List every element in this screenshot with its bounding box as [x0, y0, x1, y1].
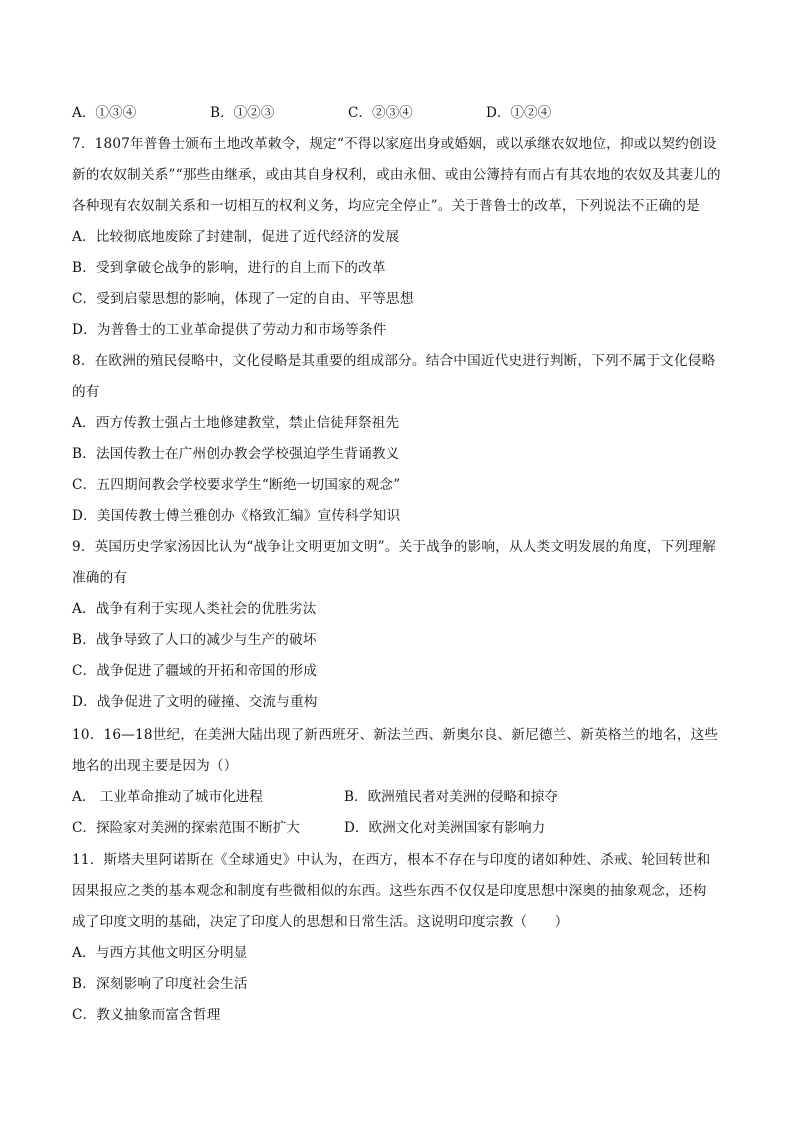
q10-option-a: A． 工业革命推动了城市化进程 — [72, 789, 263, 805]
q6-option-d: D．①②④ — [486, 105, 552, 121]
q7-option-a: A．比较彻底地废除了封建制，促进了近代经济的发展 — [72, 229, 400, 245]
q9-stem-line-2: 准确的有 — [72, 570, 128, 586]
q9-option-b: B．战争导致了人口的减少与生产的破坏 — [72, 632, 317, 648]
q8-option-b: B．法国传教士在广州创办教会学校强迫学生背诵教义 — [72, 446, 400, 462]
q10-option-d: D．欧洲文化对美洲国家有影响力 — [344, 820, 546, 836]
q7-stem-line-2: 新的农奴制关系”“那些由继承，或由其自身权利，或由永佃、或由公簿持有而占有其农地的农奴及其妻儿的 — [72, 167, 721, 183]
q7-stem-line-1: 7．1807年普鲁士颁布土地改革敕令，规定“不得以家庭出身或婚姻，或以承继农奴地位，抑或以契约创设 — [72, 136, 717, 152]
q10-options-row-2 — [72, 818, 732, 838]
q9-option-d: D．战争促进了文明的碰撞、交流与重构 — [72, 694, 318, 710]
q9-stem-line-1: 9．英国历史学家汤因比认为“战争让文明更加文明”。关于战争的影响，从人类文明发展的角度，下列理解 — [72, 539, 716, 555]
q8-option-d: D．美国传教士傅兰雅创办《格致汇编》宣传科学知识 — [72, 508, 401, 524]
q10-option-c: C．探险家对美洲的探索范围不断扩大 — [72, 820, 300, 836]
q11-stem-line-3: 成了印度文明的基础，决定了印度人的思想和日常生活。这说明印度宗教（ ） — [72, 914, 569, 930]
q6-option-c: C．②③④ — [348, 105, 413, 121]
q11-option-a: A．与西方其他文明区分明显 — [72, 945, 248, 961]
q6-options — [72, 103, 732, 123]
q11-stem-line-1: 11．斯塔夫里阿诺斯在《全球通史》中认为，在西方，根本不存在与印度的诸如种姓、杀戒、轮回转世和 — [72, 852, 711, 868]
q7-option-c: C．受到启蒙思想的影响，体现了一定的自由、平等思想 — [72, 291, 414, 307]
q9-option-c: C．战争促进了疆域的开拓和帝国的形成 — [72, 663, 318, 679]
q9-option-a: A．战争有利于实现人类社会的优胜劣汰 — [72, 601, 317, 617]
q10-stem-line-2: 地名的出现主要是因为（） — [72, 758, 238, 774]
q11-option-c: C．教义抽象而富含哲理 — [72, 1007, 221, 1023]
q11-stem-line-2: 因果报应之类的基本观念和制度有些微相似的东西。这些东西不仅仅是印度思想中深奥的抽象观念，还构 — [72, 883, 707, 899]
q7-option-b: B．受到拿破仑战争的影响，进行的自上而下的改革 — [72, 260, 386, 276]
q8-option-c: C．五四期间教会学校要求学生“断绝一切国家的观念” — [72, 477, 401, 493]
q11-option-b: B．深刻影响了印度社会生活 — [72, 976, 248, 992]
q8-option-a: A．西方传教士强占土地修建教堂，禁止信徒拜祭祖先 — [72, 415, 400, 431]
q6-option-b: B．①②③ — [210, 105, 275, 121]
q8-stem-line-1: 8．在欧洲的殖民侵略中，文化侵略是其重要的组成部分。结合中国近代史进行判断，下列不属于文化侵略 — [72, 353, 716, 369]
q10-stem-line-1: 10．16—18世纪，在美洲大陆出现了新西班牙、新法兰西、新奥尔良、新尼德兰、新英格兰的地名，这些 — [72, 727, 719, 743]
q8-stem-line-2: 的有 — [72, 384, 100, 400]
q7-option-d: D．为普鲁士的工业革命提供了劳动力和市场等条件 — [72, 322, 387, 338]
q10-options-row-1 — [72, 787, 732, 807]
q7-stem-line-3: 各种现有农奴制关系和一切相互的权利义务，均应完全停止”。关于普鲁士的改革，下列说法不正确的是 — [72, 198, 700, 214]
q6-option-a: A．①③④ — [72, 105, 137, 121]
q10-option-b: B．欧洲殖民者对美洲的侵略和掠夺 — [344, 789, 558, 805]
